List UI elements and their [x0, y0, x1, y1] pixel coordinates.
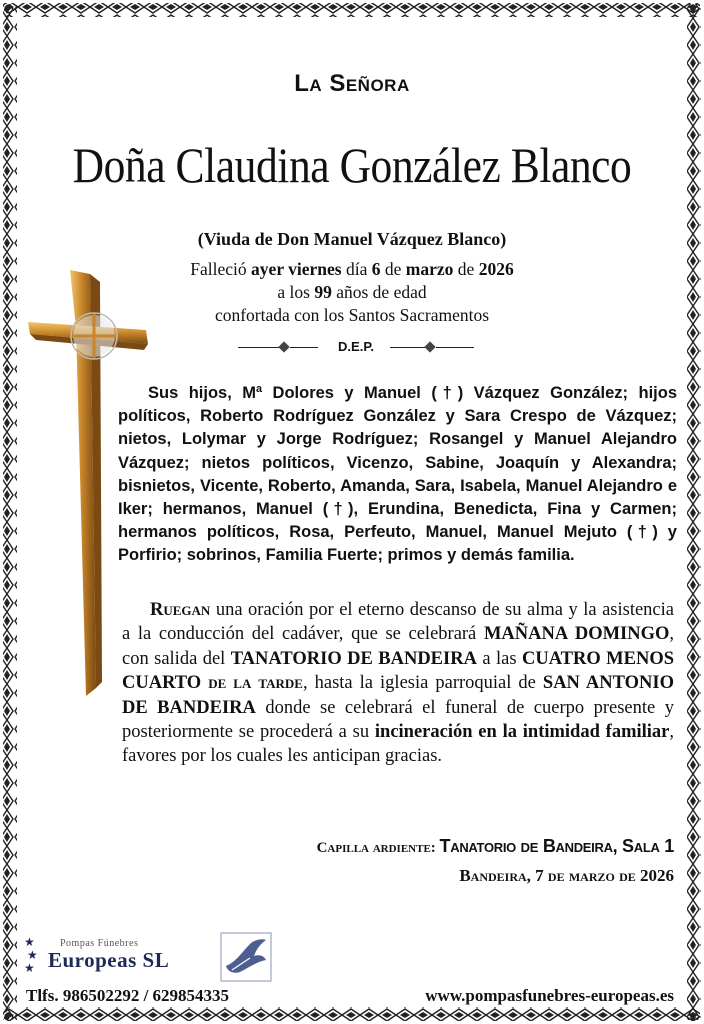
- company-logo: [24, 930, 274, 986]
- logo-subtitle: Pompas Fúnebres: [60, 938, 139, 949]
- capilla-place: Tanatorio de Bandeira, Sala 1: [439, 836, 674, 856]
- diamond-icon: [424, 341, 435, 352]
- death-line-2: a los 99 años de edad: [277, 282, 427, 302]
- dove-icon: [220, 932, 272, 982]
- website-link[interactable]: www.pompasfunebres-europeas.es: [425, 986, 674, 1005]
- capilla-ardiente: [317, 836, 674, 857]
- dep-text: D.E.P.: [338, 339, 374, 354]
- title-prefix: La Señora: [294, 70, 410, 97]
- deceased-name: Doña Claudina González Blanco: [72, 137, 632, 193]
- stars-icon: ★ ★ ★: [24, 935, 38, 975]
- family-list: Sus hijos, Mª Dolores y Manuel (†) Vázquez González; hijos políticos, Roberto Rodríguez González y Sara Crespo de Vázquez; nietos, Lolymar y Jorge Rodríguez; Rosangel y Manuel Alejandro Vázquez; nietos políticos, Vicenzo, Sabine, Joaquín y Alexandra; bisnietos, Vicente, Roberto, Amanda, Sara, Isabela, Manuel Alejandro e Iker; hermanos, Manuel (†), Erundina, Benedicta, Fina y Carmen; hermanos políticos, Rosa, Perfeuto, Manuel, Manuel Mejuto (†) y Porfirio; sobrinos, Familia Fuerte; primos y demás familia.: [118, 384, 677, 565]
- widow-note: (Viuda de Don Manuel Vázquez Blanco): [197, 229, 507, 249]
- diamond-icon: [278, 341, 289, 352]
- death-line-3: confortada con los Santos Sacramentos: [214, 305, 490, 325]
- ruegan-paragraph: Ruegan una oración por el eterno descanso de su alma y la asistencia a la conducción del cadáver, que se celebrará MAÑANA DOMINGO, con salida del TANATORIO DE BANDEIRA a las CUATRO MENOS CUARTO de la tarde, hasta la iglesia parroquial de SAN ANTONIO DE BANDEIRA donde se celebrará el funeral de cuerpo presente y posteriormente se procederá a su incineración en la intimidad familiar, favores por los cuales les anticipan gracias.: [122, 600, 675, 767]
- capilla-label: Capilla ardiente:: [316, 840, 436, 856]
- logo-name: Europeas SL: [48, 948, 170, 972]
- place-date: Bandeira, 7 de marzo de 2026: [459, 866, 674, 885]
- phone-numbers: Tlfs. 986502292 / 629854335: [26, 986, 230, 1005]
- dep-divider: [238, 339, 474, 357]
- death-line-1: Falleció ayer viernes día 6 de marzo de 2026: [190, 259, 514, 279]
